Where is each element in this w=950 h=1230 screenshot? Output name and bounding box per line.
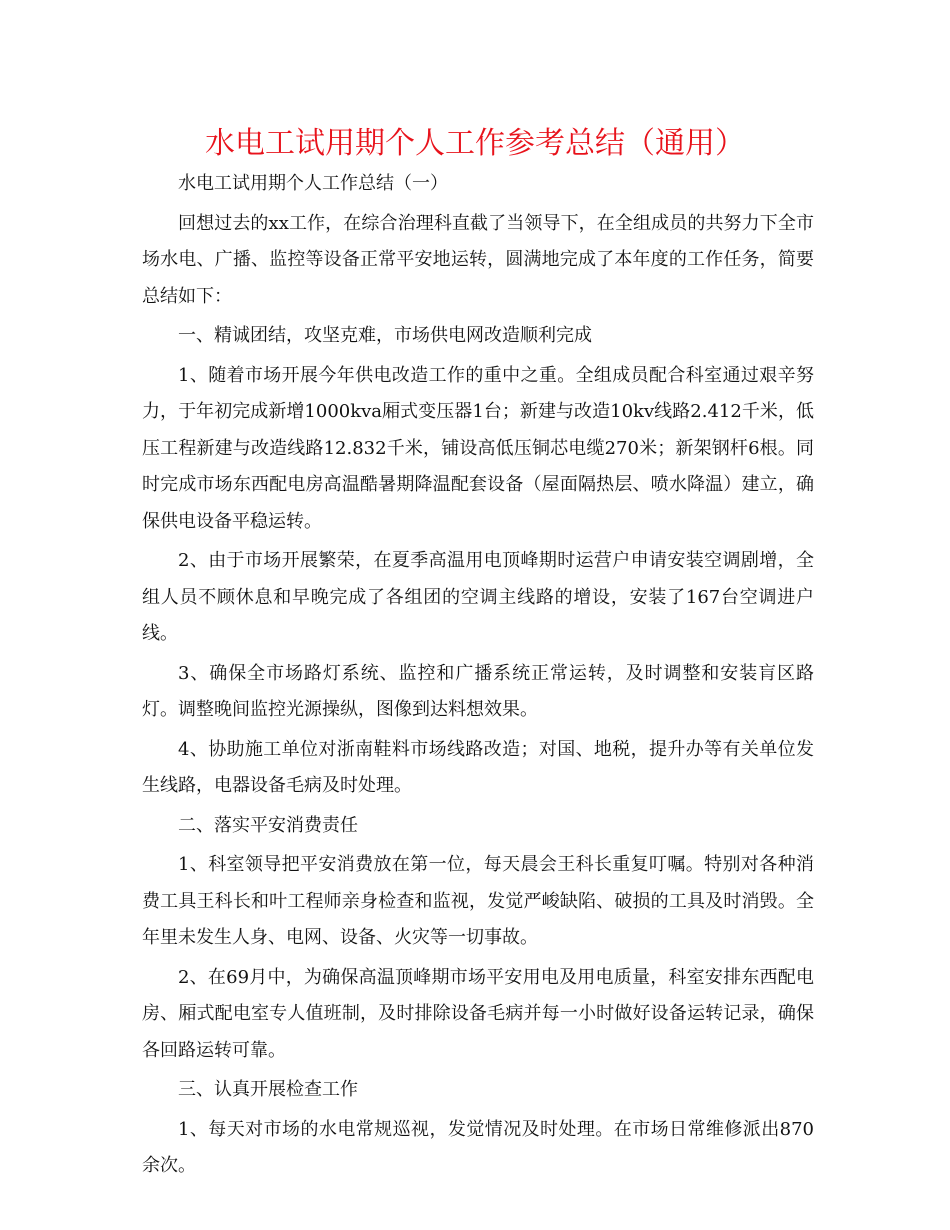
paragraph: 1、科室领导把平安消费放在第一位，每天晨会王科长重复叮嘱。特别对各种消费工具王科长和叶工程师亲身检查和监视，发觉严峻缺陷、破损的工具及时消毁。全年里未发生人身、电网、设备、火灾等一切事故。: [142, 854, 814, 948]
section-heading: 一、精诚团结，攻坚克难，市场供电网改造顺利完成: [178, 325, 592, 346]
paragraph: 2、由于市场开展繁荣，在夏季高温用电顶峰期时运营户申请安装空调剧增，全组人员不顾休息和早晚完成了各组团的空调主线路的增设，安装了167台空调进户线。: [142, 550, 814, 644]
section-heading: 二、落实平安消费责任: [178, 814, 358, 836]
section-heading: 三、认真开展检查工作: [178, 1079, 358, 1100]
document-body: [142, 166, 814, 1188]
section-heading: 水电工试用期个人工作总结（一）: [178, 173, 448, 194]
paragraph: 回想过去的xx工作，在综合治理科直截了当领导下，在全组成员的共努力下全市场水电、广播、监控等设备正常平安地运转，圆满地完成了本年度的工作任务，简要总结如下：: [142, 212, 814, 307]
paragraph: 2、在69月中，为确保高温顶峰期市场平安用电及用电质量，科室安排东西配电房、厢式配电室专人值班制，及时排除设备毛病并每一小时做好设备运转记录，确保各回路运转可靠。: [142, 966, 814, 1061]
paragraph: 4、协助施工单位对浙南鞋料市场线路改造；对国、地税，提升办等有关单位发生线路，电器设备毛病及时处理。: [142, 738, 814, 796]
paragraph: 3、确保全市场路灯系统、监控和广播系统正常运转，及时调整和安装肓区路灯。调整晚间监控光源操纵，图像到达料想效果。: [142, 662, 814, 720]
paragraph: 1、每天对市场的水电常规巡视，发觉情况及时处理。在市场日常维修派出870余次。: [142, 1118, 814, 1176]
document-title: 水电工试用期个人工作参考总结（通用）: [205, 126, 745, 161]
paragraph: 1、随着市场开展今年供电改造工作的重中之重。全组成员配合科室通过艰辛努力，于年初完成新增1000kva厢式变压器1台；新建与改造10kv线路2.412千米，低压工程新建与改造线路12.832千米，铺设高低压铜芯电缆270米；新架钢杆6根。同时完成市场东西配电房高温酷暑期降温配套设备（屋面隔热层、喷水降温）建立，确保供电设备平稳运转。: [142, 364, 814, 532]
